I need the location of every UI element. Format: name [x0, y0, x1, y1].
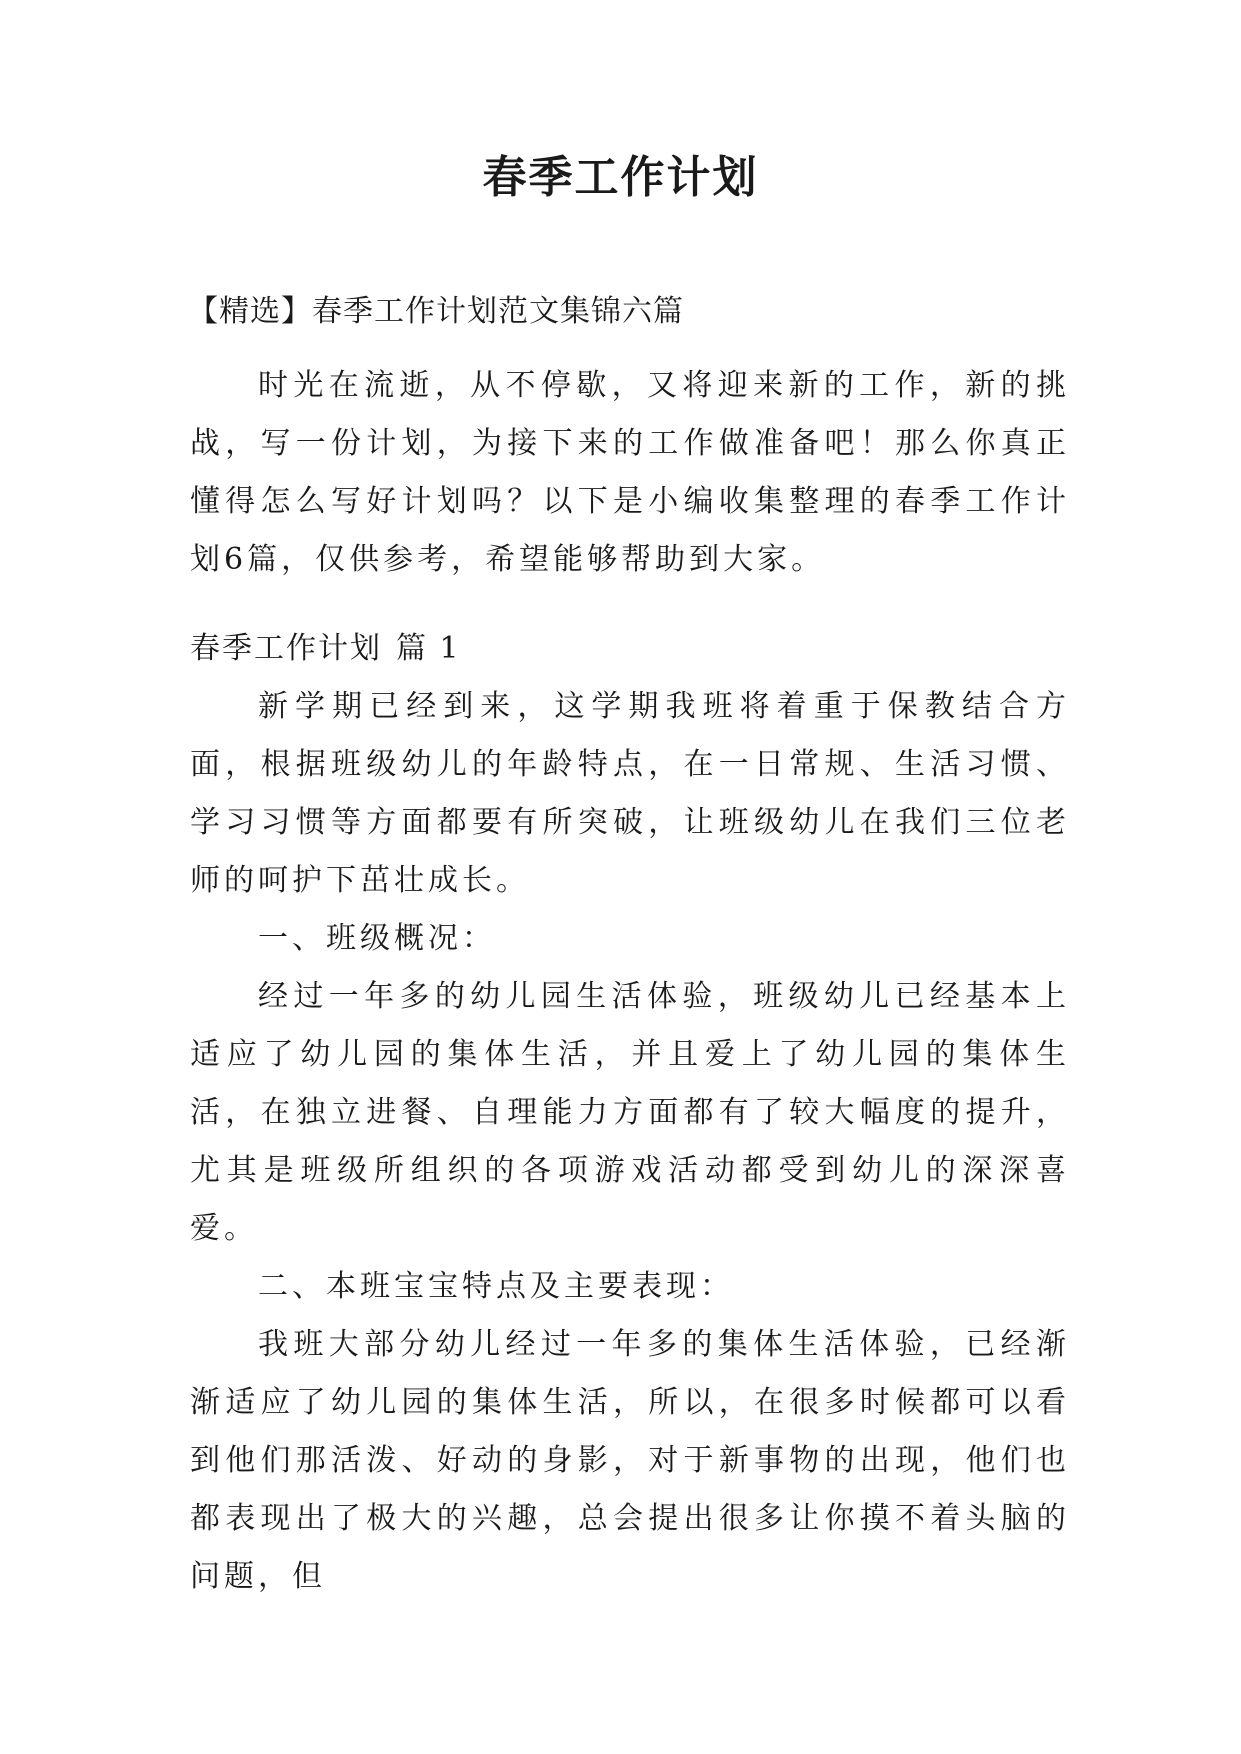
subheading-class-overview: 一、班级概况：	[258, 921, 496, 956]
intro-block	[190, 357, 1070, 589]
section-1	[190, 620, 1070, 1606]
subheading-class-features: 二、本班宝宝特点及主要表现：	[258, 1269, 734, 1304]
body-paragraph: 我班大部分幼儿经过一年多的集体生活体验，已经渐渐适应了幼儿园的集体生活，所以，在很多时候都可以看到他们那活泼、好动的身影，对于新事物的出现，他们也都表现出了极大的兴趣，总会提出很多让你摸不着头脑的问题，但	[190, 1327, 1070, 1594]
document-subtitle: 【精选】春季工作计划范文集锦六篇	[188, 294, 684, 329]
section-heading-number: 篇 1	[396, 631, 461, 666]
body-paragraph: 新学期已经到来，这学期我班将着重于保教结合方面，根据班级幼儿的年龄特点，在一日常规、生活习惯、学习习惯等方面都要有所突破，让班级幼儿在我们三位老师的呵护下茁壮成长。	[190, 689, 1070, 898]
intro-paragraph: 时光在流逝，从不停歇，又将迎来新的工作，新的挑战，写一份计划，为接下来的工作做准备吧！那么你真正懂得怎么写好计划吗？以下是小编收集整理的春季工作计划6篇，仅供参考，希望能够帮助到大家。	[190, 368, 1070, 577]
body-paragraph: 经过一年多的幼儿园生活体验，班级幼儿已经基本上适应了幼儿园的集体生活，并且爱上了幼儿园的集体生活，在独立进餐、自理能力方面都有了较大幅度的提升，尤其是班级所组织的各项游戏活动都受到幼儿的深深喜爱。	[190, 979, 1070, 1246]
section-heading	[190, 620, 1070, 678]
section-heading-title: 春季工作计划	[190, 631, 382, 666]
document-title: 春季工作计划	[482, 152, 759, 203]
